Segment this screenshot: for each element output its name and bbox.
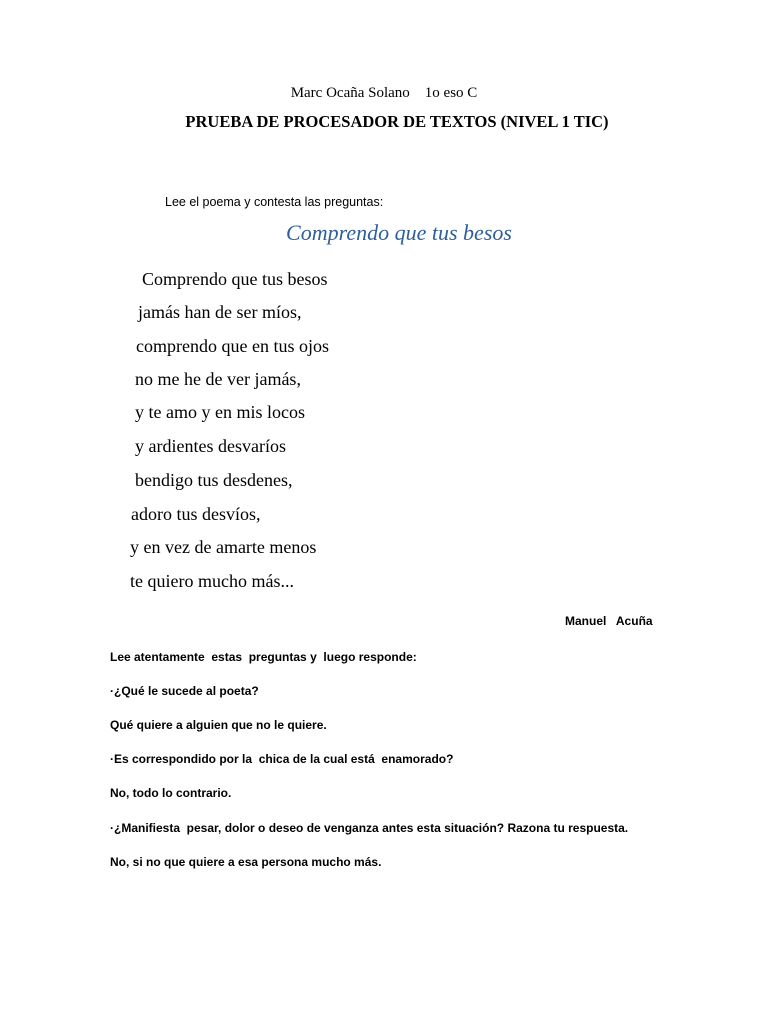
- document-title: PRUEBA DE PROCESADOR DE TEXTOS (NIVEL 1 TIC): [185, 112, 609, 131]
- author-header: Marc Ocaña Solano 1o eso C: [290, 85, 478, 101]
- verse: no me he de ver jamás,: [135, 369, 301, 389]
- verse: comprendo que en tus ojos: [136, 336, 329, 356]
- answer: No, todo lo contrario.: [110, 786, 232, 800]
- verse: te quiero mucho más...: [130, 571, 294, 591]
- question: ·Es correspondido por la chica de la cual está enamorado?: [110, 752, 454, 766]
- poem-title: Comprendo que tus besos: [286, 220, 512, 245]
- verse: y en vez de amarte menos: [130, 537, 317, 557]
- questions-intro: Lee atentamente estas preguntas y luego responde:: [110, 650, 417, 664]
- question: ·¿Manifiesta pesar, dolor o deseo de venganza antes esta situación? Razona tu respuesta.: [110, 821, 629, 835]
- poem-author: Manuel Acuña: [565, 614, 653, 628]
- verse: Comprendo que tus besos: [142, 269, 328, 289]
- verse: bendigo tus desdenes,: [135, 470, 293, 490]
- answer: No, si no que quiere a esa persona mucho más.: [110, 855, 382, 869]
- verse: adoro tus desvíos,: [131, 504, 261, 524]
- answer: Qué quiere a alguien que no le quiere.: [110, 718, 327, 732]
- verse: y te amo y en mis locos: [135, 402, 305, 422]
- question: ·¿Qué le sucede al poeta?: [110, 684, 259, 698]
- verse: y ardientes desvaríos: [135, 436, 286, 456]
- instruction-text: Lee el poema y contesta las preguntas:: [165, 195, 384, 209]
- verse: jamás han de ser míos,: [138, 302, 302, 322]
